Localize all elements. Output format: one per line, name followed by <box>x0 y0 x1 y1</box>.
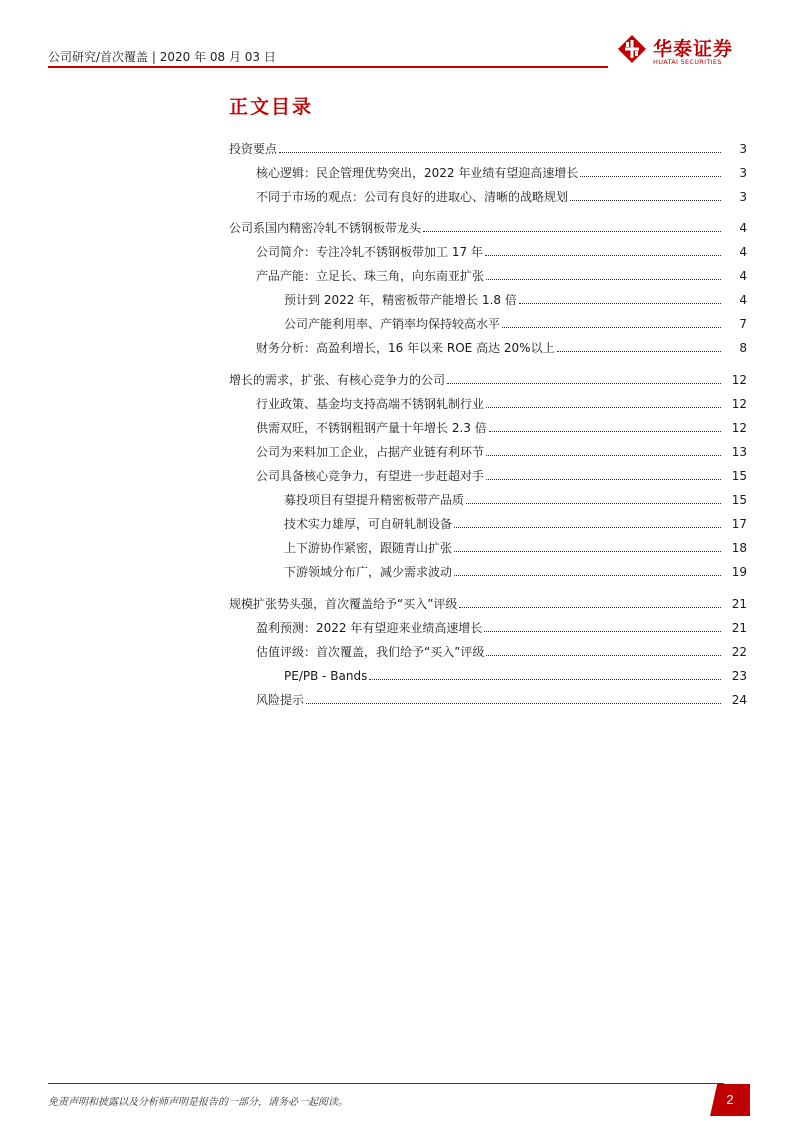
toc-entry-title: 技术实力雄厚，可自研轧制设备 <box>284 517 453 531</box>
toc-leader-dots <box>454 527 721 528</box>
toc-entry-title: 财务分析：高盈利增长，16 年以来 ROE 高达 20%以上 <box>256 341 555 355</box>
logo-english-name: HUATAI SECURITIES <box>653 58 722 66</box>
toc-entry[interactable] <box>256 189 747 205</box>
toc-leader-dots <box>369 679 721 680</box>
toc-entry-page: 22 <box>731 645 747 659</box>
toc-leader-dots <box>557 351 721 352</box>
toc-entry[interactable] <box>229 220 747 236</box>
toc-leader-dots <box>454 551 721 552</box>
toc-entry-page: 13 <box>731 445 747 459</box>
toc-entry[interactable] <box>256 244 747 260</box>
toc-leader-dots <box>519 303 721 304</box>
toc-entry-title: 不同于市场的观点：公司有良好的进取心、清晰的战略规划 <box>256 190 569 204</box>
toc-entry-title: 供需双旺，不锈钢粗钢产量十年增长 2.3 倍 <box>256 421 487 435</box>
toc-entry-page: 15 <box>731 493 747 507</box>
toc-entry[interactable] <box>284 316 747 332</box>
huatai-logo-icon <box>617 34 647 64</box>
huatai-logo <box>617 34 747 70</box>
toc-leader-dots <box>466 503 721 504</box>
toc-entry[interactable] <box>256 444 747 460</box>
toc-entry[interactable] <box>284 292 747 308</box>
toc-leader-dots <box>454 575 721 576</box>
toc-entry-title: 产品产能：立足长、珠三角，向东南亚扩张 <box>256 269 485 283</box>
toc-entry[interactable] <box>284 492 747 508</box>
toc-entry-page: 12 <box>731 421 747 435</box>
page-number: 2 <box>726 1092 734 1107</box>
toc-entry[interactable] <box>256 620 747 636</box>
toc-entry-page: 12 <box>731 373 747 387</box>
toc-entry-page: 23 <box>731 669 747 683</box>
toc-entry-page: 4 <box>739 269 747 283</box>
header-divider <box>48 66 608 68</box>
toc-entry-title: 预计到 2022 年，精密板带产能增长 1.8 倍 <box>284 293 517 307</box>
toc-entry-title: 公司产能利用率、产销率均保持较高水平 <box>284 317 501 331</box>
toc-entry-title: 公司简介：专注冷轧不锈钢板带加工 17 年 <box>256 245 483 259</box>
report-meta: 公司研究/首次覆盖 | 2020 年 08 月 03 日 <box>48 50 276 64</box>
toc-leader-dots <box>570 200 721 201</box>
toc-entry-title: 上下游协作紧密，跟随青山扩张 <box>284 541 453 555</box>
toc-entry-title: 投资要点 <box>229 142 278 156</box>
toc-entry-title: 募投项目有望提升精密板带产品质 <box>284 493 465 507</box>
toc-leader-dots <box>502 327 721 328</box>
toc-leader-dots <box>580 176 721 177</box>
toc-title: 正文目录 <box>229 96 314 118</box>
toc-leader-dots <box>489 431 721 432</box>
toc-entry[interactable] <box>229 372 747 388</box>
toc-leader-dots <box>486 279 721 280</box>
toc-entry-page: 21 <box>731 597 747 611</box>
toc-entry-title: 行业政策、基金均支持高端不锈钢轧制行业 <box>256 397 485 411</box>
toc-entry[interactable] <box>229 596 747 612</box>
toc-leader-dots <box>486 479 721 480</box>
footer-divider <box>48 1083 724 1084</box>
toc-entry-title: 盈利预测：2022 年有望迎来业绩高速增长 <box>256 621 483 635</box>
toc-entry-page: 12 <box>731 397 747 411</box>
toc-leader-dots <box>306 703 721 704</box>
toc-entry[interactable] <box>256 396 747 412</box>
toc-entry-title: 增长的需求，扩张、有核心竞争力的公司 <box>229 373 446 387</box>
toc-leader-dots <box>459 607 721 608</box>
logo-chinese-name: 华泰证券 <box>653 38 734 60</box>
toc-entry-page: 19 <box>731 565 747 579</box>
toc-entry[interactable] <box>256 340 747 356</box>
toc-entry-title: 规模扩张势头强，首次覆盖给予“买入”评级 <box>229 597 458 611</box>
toc-leader-dots <box>279 152 721 153</box>
toc-entry-page: 17 <box>731 517 747 531</box>
toc-entry[interactable] <box>284 668 747 684</box>
toc-leader-dots <box>486 455 721 456</box>
toc-entry-page: 7 <box>739 317 747 331</box>
toc-entry-title: 公司为来料加工企业，占据产业链有利环节 <box>256 445 485 459</box>
toc-entry-page: 3 <box>739 142 747 156</box>
toc-entry-title: 估值评级：首次覆盖，我们给予“买入”评级 <box>256 645 485 659</box>
toc-leader-dots <box>423 231 721 232</box>
toc-entry[interactable] <box>256 165 747 181</box>
toc-entry[interactable] <box>256 420 747 436</box>
toc-entry-title: 公司具备核心竞争力，有望进一步赶超对手 <box>256 469 485 483</box>
toc-entry-page: 15 <box>731 469 747 483</box>
toc-entry-title: 公司系国内精密冷轧不锈钢板带龙头 <box>229 221 422 235</box>
toc-entry[interactable] <box>256 468 747 484</box>
toc-entry-title: PE/PB - Bands <box>284 669 368 683</box>
toc-entry-page: 21 <box>731 621 747 635</box>
toc-entry[interactable] <box>284 516 747 532</box>
toc-entry-title: 下游领域分布广，减少需求波动 <box>284 565 453 579</box>
toc-leader-dots <box>447 383 721 384</box>
toc-entry[interactable] <box>229 141 747 157</box>
toc-entry-page: 18 <box>731 541 747 555</box>
toc-entry-page: 24 <box>731 693 747 707</box>
toc-leader-dots <box>486 655 721 656</box>
toc-leader-dots <box>486 407 721 408</box>
toc-entry-page: 4 <box>739 245 747 259</box>
toc-entry-title: 核心逻辑：民企管理优势突出，2022 年业绩有望迎高速增长 <box>256 166 579 180</box>
toc-leader-dots <box>485 255 721 256</box>
toc-entry-page: 8 <box>739 341 747 355</box>
toc-entry[interactable] <box>256 268 747 284</box>
toc-entry[interactable] <box>256 692 747 708</box>
toc-entry-page: 3 <box>739 166 747 180</box>
toc-entry[interactable] <box>256 644 747 660</box>
footer-disclaimer: 免责声明和披露以及分析师声明是报告的一部分，请务必一起阅读。 <box>48 1097 348 1108</box>
toc-entry[interactable] <box>284 540 747 556</box>
toc-leader-dots <box>484 631 721 632</box>
toc-entry[interactable] <box>284 564 747 580</box>
toc-entry-page: 3 <box>739 190 747 204</box>
toc-entry-page: 4 <box>739 293 747 307</box>
toc-entry-page: 4 <box>739 221 747 235</box>
toc-entry-title: 风险提示 <box>256 693 305 707</box>
